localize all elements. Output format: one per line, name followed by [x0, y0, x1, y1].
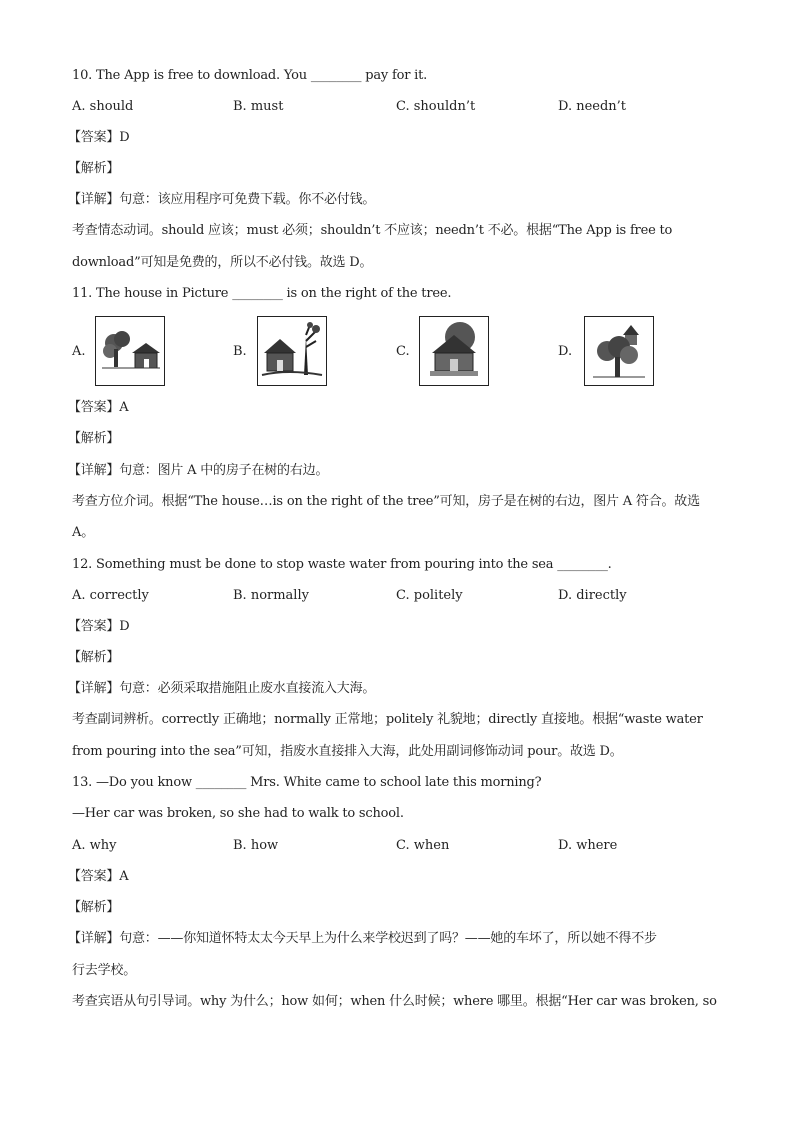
explain-line: 考查情态动词。should 应该；must 必须；shouldn’t 不应该；needn’t 不必。根据“The App is free to — [72, 223, 673, 238]
picture-a-tree-left-house-right — [95, 316, 165, 386]
analysis-label: 【解析】 — [68, 161, 120, 176]
option-c: C. politely — [396, 588, 463, 603]
detail-line: 【详解】句意：——你知道怀特太太今天早上为什么来学校迟到了吗？——她的车坏了，所以她不得不步 — [68, 931, 657, 946]
option-c: C. when — [396, 838, 450, 853]
explain-line: A。 — [72, 525, 94, 540]
question-13-reply: —Her car was broken, so she had to walk to school. — [72, 806, 404, 821]
explain-line: download”可知是免费的，所以不必付钱。故选 D。 — [72, 255, 373, 270]
question-12-stem: 12. Something must be done to stop waste water from pouring into the sea ________. — [72, 557, 612, 572]
answer-line: 【答案】D — [68, 619, 130, 634]
option-b: B. how — [233, 838, 279, 853]
explain-line: 考查副词辨析。correctly 正确地；normally 正常地；politely 礼貌地；directly 直接地。根据“waste water — [72, 712, 703, 727]
answer-line: 【答案】A — [68, 400, 129, 415]
picture-label-a: A. — [72, 344, 86, 359]
option-a: A. why — [72, 838, 117, 853]
explain-line: 考查方位介词。根据“The house…is on the right of the tree”可知，房子是在树的右边，图片 A 符合。故选 — [72, 494, 700, 509]
picture-b-house-left-tree-right — [257, 316, 327, 386]
option-b: B. normally — [233, 588, 309, 603]
option-a: A. should — [72, 99, 134, 114]
option-c: C. shouldn’t — [396, 99, 476, 114]
analysis-label: 【解析】 — [68, 900, 120, 915]
detail-line: 【详解】句意：该应用程序可免费下载。你不必付钱。 — [68, 192, 376, 207]
explain-line: 考查宾语从句引导词。why 为什么；how 如何；when 什么时候；where 哪里。根据“Her car was broken, so — [72, 994, 717, 1009]
question-11-stem: 11. The house in Picture ________ is on the right of the tree. — [72, 286, 452, 301]
detail-line-continued: 行去学校。 — [72, 963, 137, 978]
picture-label-c: C. — [396, 344, 410, 359]
analysis-label: 【解析】 — [68, 650, 120, 665]
analysis-label: 【解析】 — [68, 431, 120, 446]
question-10-stem: 10. The App is free to download. You ________ pay for it. — [72, 68, 428, 83]
picture-label-b: B. — [233, 344, 247, 359]
answer-line: 【答案】D — [68, 130, 130, 145]
option-a: A. correctly — [72, 588, 149, 603]
detail-line: 【详解】句意：图片 A 中的房子在树的右边。 — [68, 463, 329, 478]
answer-line: 【答案】A — [68, 869, 129, 884]
picture-label-d: D. — [558, 344, 573, 359]
question-13-stem: 13. —Do you know ________ Mrs. White came to school late this morning? — [72, 775, 542, 790]
option-b: B. must — [233, 99, 284, 114]
detail-line: 【详解】句意：必须采取措施阻止废水直接流入大海。 — [68, 681, 376, 696]
picture-d-tree-with-house-behind — [584, 316, 654, 386]
option-d: D. directly — [558, 588, 627, 603]
explain-line: from pouring into the sea”可知，指废水直接排入大海，此处用副词修饰动词 pour。故选 D。 — [72, 744, 623, 759]
option-d: D. needn’t — [558, 99, 627, 114]
picture-c-house-with-tree-behind — [419, 316, 489, 386]
option-d: D. where — [558, 838, 618, 853]
